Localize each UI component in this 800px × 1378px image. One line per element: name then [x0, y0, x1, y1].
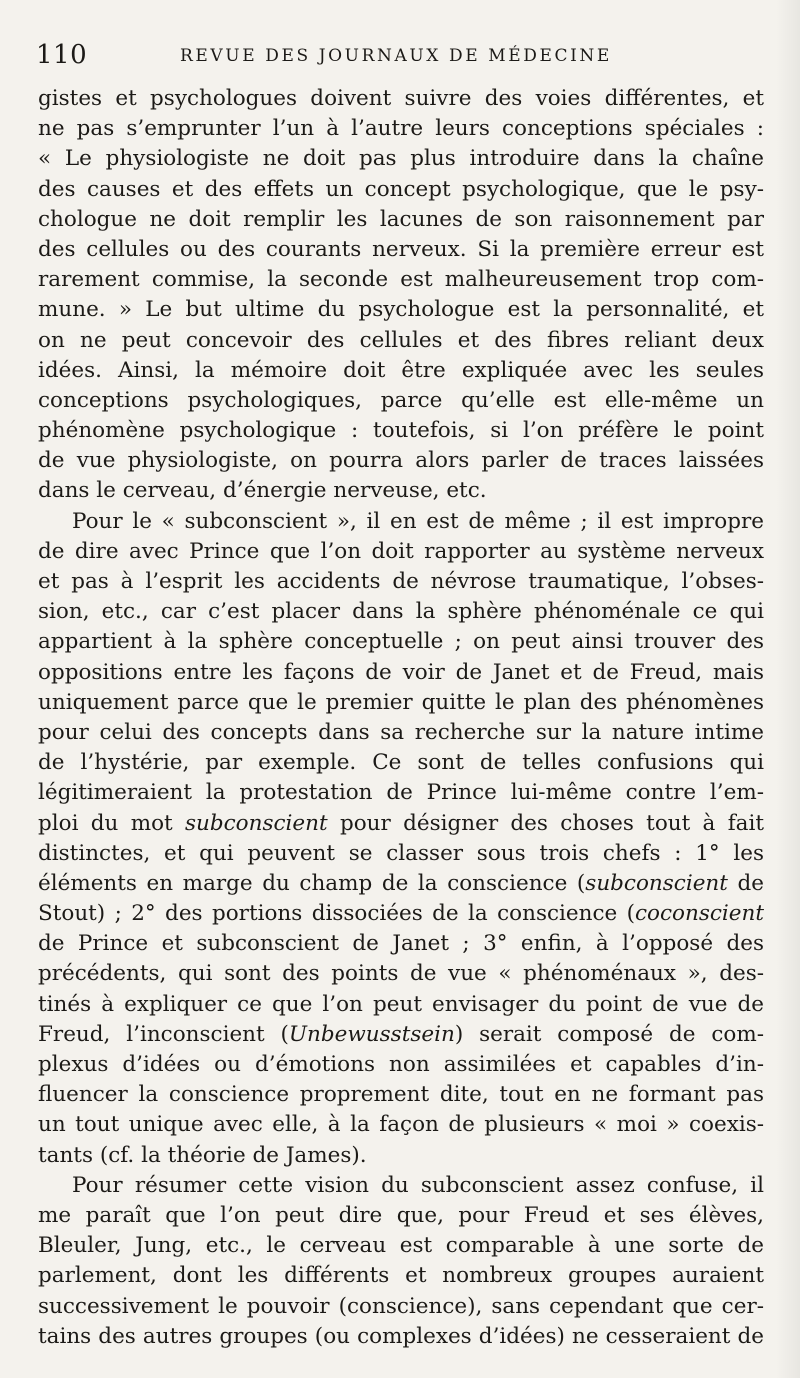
text-line: Bleuler, Jung, etc., le cerveau est comparable à une sorte de [38, 1233, 764, 1259]
text-line: des causes et des effets un concept psychologique, que le psy- [38, 176, 764, 202]
text-line: tinés à expliquer ce que l’on peut envisager du point de vue de [38, 991, 764, 1017]
text-line: gistes et psychologues doivent suivre des voies différentes, et [38, 86, 764, 111]
text-line [38, 1020, 764, 1050]
text-line: plexus d’idées ou d’émotions non assimilées et capables d’in- [38, 1052, 764, 1077]
text-segment: pour désigner des choses tout à fait [327, 810, 764, 836]
text-segment: Stout) ; 2° des portions dissociées de la conscience ( [38, 901, 636, 927]
paragraph-end-line: dans le cerveau, d’énergie nerveuse, etc. [38, 478, 487, 504]
text-line: légitimeraient la protestation de Prince lui-même contre l’em- [38, 780, 764, 806]
italic-term: Unbewusstsein [288, 1021, 455, 1047]
text-line: de vue physiologiste, on pourra alors parler de traces laissées [38, 448, 764, 474]
text-line: précédents, qui sont des points de vue « phénoménaux », des- [38, 961, 764, 987]
text-line: des cellules ou des courants nerveux. Si la première erreur est [38, 236, 764, 262]
text-line: un tout unique avec elle, à la façon de plusieurs « moi » coexis- [38, 1112, 764, 1138]
paragraph-start-line: Pour résumer cette vision du subconscient assez confuse, il [72, 1172, 764, 1198]
italic-term: coconscient [635, 901, 764, 927]
text-line: pour celui des concepts dans sa recherche sur la nature intime [38, 719, 764, 745]
text-line: idées. Ainsi, la mémoire doit être expliquée avec les seules [38, 357, 764, 383]
text-line: de Prince et subconscient de Janet ; 3° enfin, à l’opposé des [38, 931, 764, 957]
text-line: conceptions psychologiques, parce qu’elle est elle-même un [38, 387, 764, 413]
text-line: chologue ne doit remplir les lacunes de son raisonnement par [38, 206, 764, 232]
text-segment: éléments en marge du champ de la conscience ( [38, 870, 586, 896]
text-line: fluencer la conscience proprement dite, tout en ne formant pas [38, 1082, 764, 1108]
text-segment: ploi du mot [38, 810, 185, 836]
text-line: de l’hystérie, par exemple. Ce sont de telles confusions qui [38, 750, 764, 776]
running-head: REVUE DES JOURNAUX DE MÉDECINE [180, 46, 612, 66]
text-line: « Le physiologiste ne doit pas plus introduire dans la chaîne [38, 146, 764, 172]
text-line [38, 809, 764, 839]
text-line: uniquement parce que le premier quitte le plan des phénomènes [38, 689, 764, 715]
text-line: sion, etc., car c’est placer dans la sphère phénoménale ce qui [38, 599, 764, 625]
text-line: tains des autres groupes (ou complexes d’idées) ne cesseraient de [38, 1323, 764, 1349]
text-line: distinctes, et qui peuvent se classer sous trois chefs : 1° les [38, 840, 764, 866]
paragraph-end-line: tants (cf. la théorie de James). [38, 1142, 367, 1168]
page-header [36, 40, 766, 74]
text-line: de dire avec Prince que l’on doit rapporter au système nerveux [38, 538, 764, 564]
text-line: successivement le pouvoir (conscience), sans cependant que cer- [38, 1293, 764, 1319]
text-segment: de [727, 870, 764, 896]
text-line: mune. » Le but ultime du psychologue est la personnalité, et [38, 297, 764, 323]
text-line: on ne peut concevoir des cellules et des fibres reliant deux [38, 327, 764, 353]
text-line: appartient à la sphère conceptuelle ; on peut ainsi trouver des [38, 629, 764, 655]
scan-edge-shadow [776, 0, 800, 1378]
text-line [38, 869, 764, 899]
text-line: oppositions entre les façons de voir de Janet et de Freud, mais [38, 659, 764, 685]
text-line: me paraît que l’on peut dire que, pour Freud et ses élèves, [38, 1202, 764, 1228]
italic-term: subconscient [184, 810, 328, 836]
text-line: rarement commise, la seconde est malheureusement trop com- [38, 267, 764, 293]
text-line: phénomène psychologique : toutefois, si l’on préfère le point [38, 418, 764, 444]
page-number: 110 [36, 40, 88, 70]
text-line: ne pas s’emprunter l’un à l’autre leurs conceptions spéciales : [38, 116, 764, 142]
paragraph-start-line: Pour le « subconscient », il en est de même ; il est impropre [72, 508, 764, 534]
italic-term: subconscient [585, 870, 728, 896]
body-text [38, 84, 764, 1352]
text-segment: Freud, l’inconscient ( [38, 1021, 289, 1047]
text-line: et pas à l’esprit les accidents de névrose traumatique, l’obses- [38, 569, 764, 594]
text-line [38, 899, 764, 929]
text-line: parlement, dont les différents et nombreux groupes auraient [38, 1263, 764, 1289]
text-segment: ) serait composé de com- [454, 1021, 764, 1047]
